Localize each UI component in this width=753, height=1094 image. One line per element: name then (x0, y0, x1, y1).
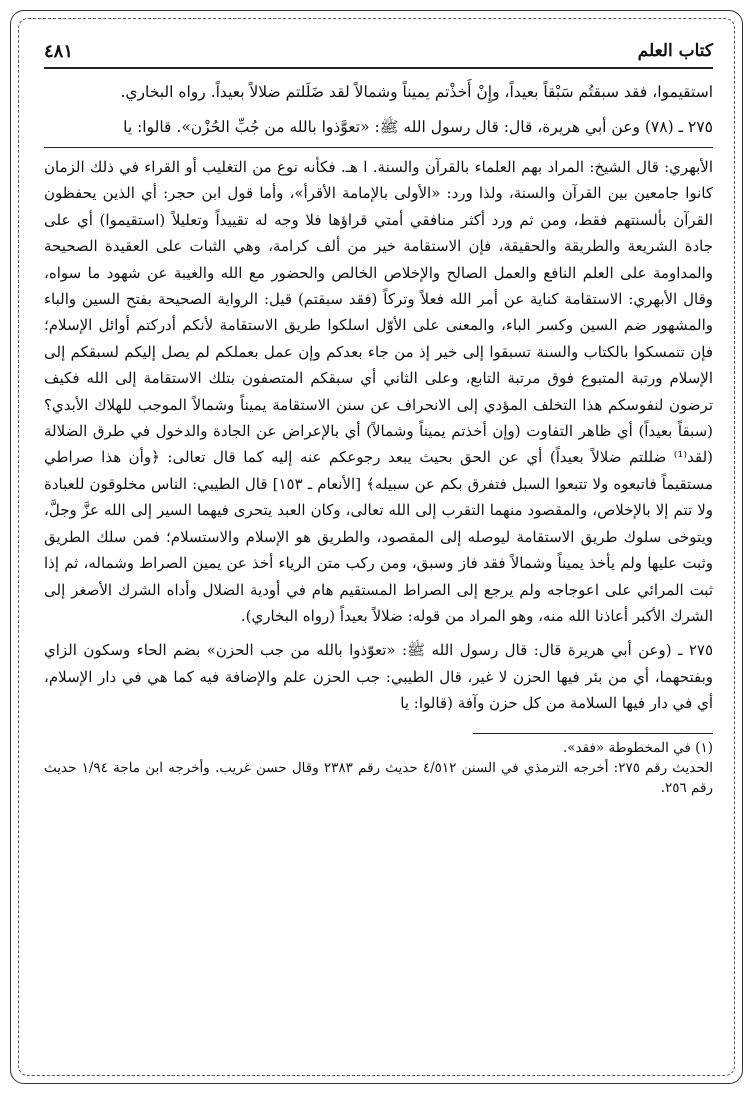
page-number: ٤٨١ (44, 41, 74, 62)
commentary-paragraph-2: ٢٧٥ ـ (وعن أبي هريرة قال: قال رسول الله ﷺ: «تعوّذوا بالله من جب الحزن» بضم الحاء وسكون الزاي وبفتحهما، أي من بئر فيها الحزن لا غير، قال الطيبي: جب الحزن علم والإضافة فيه كما هي في دار الإسلام، أي في دار فيها السلامة من كل حزن وآفة (قالوا: يا (44, 641, 713, 713)
footnote-rule (473, 733, 713, 734)
page-header (44, 38, 713, 69)
main-text (44, 79, 713, 141)
commentary-separator (44, 147, 713, 148)
footnote-1: (١) في المخطوطة «فقد». (563, 739, 713, 756)
commentary-paragraph-1: الأبهري: قال الشيخ: المراد بهم العلماء بالقرآن والسنة. ا هـ. فكأنه نوع من التغليب أو القراء في ذلك الزمان كانوا جامعين بين القرآن والسنة، ولذا ورد: «الأولى بالإمامة الأقرأ»، وأما قول ابن حجر: أي الذين يحفظون القرآن بألسنتهم فقط، ومن ثم ورد أكثر منافقي أمتي قراؤها فلا وجه له تقييداً وتعليلاً (استقيموا) أي على جادة الشريعة والطريقة والحقيقة، فإن الاستقامة خير من ألف كرامة، وهي الثبات على العقيدة الصحيحة والمداومة على العلم النافع والعمل الصالح والإخلاص الخالص والحضور مع الله والغيبة عن شهود ما سواه، وقال الأبهري: الاستقامة كناية عن أمر الله فعلاً وتركاً (فقد سبقتم) قيل: الرواية الصحيحة بفتح السين والباء والمشهور ضم السين وكسر الباء، والمعنى على الأوّل اسلكوا طريق الاستقامة لأنكم أدركتم أوائل الإسلام؛ فإن تتمسكوا بالكتاب والسنة تسبقوا إلى خير إذ من جاء بعدكم وإن عمل بعملكم لم يصل إليكم لسبقكم إلى الإسلام ورتبة المتبوع فوق مرتبة التابع، وعلى الثاني أي سبقكم المتصفون بتلك الاستقامة إلى الله فكيف ترضون لنفوسكم هذا التخلف المؤدي إلى الانحراف عن سنن الاستقامة يميناً وشمالاً الموجب للهلاك الأبدي؟ (سبقاً بعيداً) أي ظاهر التفاوت (وإن أخذتم يميناً وشمالاً) أي بالإعراض عن الجادة والدخول في طرق الضلالة (لقد⁽¹⁾ ضللتم ضلالاً بعيداً) أي عن الحق بحيث يبعد رجوعكم عنه إليه كما قال تعالى: ﴿وأن هذا صراطي مستقيماً فاتبعوه ولا تتبعوا السبل فتفرق بكم عن سبيله﴾ [الأنعام ـ ١٥٣] قال الطيبي: الناس مخلوقون للعبادة ولا تتم إلا بالإخلاص، والمقصود منهما التقرب إلى الله تعالى، وكان العبد يتحرى فيهما السير إلى الله عزَّ وجلَّ، ويتوخى سلوك طريق الاستقامة ليوصله إلى المقصود، والطريق هو الإسلام والاستسلام؛ فمن سلك الطريق وثبت عليها ولم يأخذ يميناً وشمالاً فقد فاز وسبق، ومن ركب متن الرياء أخذ عن يمين الصراط وشماله، ثم إذا ثبت المرائي على اعوجاجه ولم يرجع إلى الصراط المستقيم هام في أودية الضلال وأداه الشرك الأصغر إلى الشرك الأكبر أعاذنا الله منه، وهو المراد من قوله: ضلالاً بعيداً (رواه البخاري). (44, 158, 713, 625)
book-title: كتاب العلم (637, 41, 713, 61)
footnotes (44, 738, 713, 798)
hadith-275: ٢٧٥ ـ (٧٨) وعن أبي هريرة، قال: قال رسول الله ﷺ: «تعوَّذوا بالله من جُبِّ الحُزْن». قالوا: يا (123, 118, 713, 136)
page-content (44, 38, 713, 1080)
hadith-continuation: استقيموا، فقد سبقتُم سَبْقاً بعيداً، وإِنْ أَخذْتم يميناً وشمالاً لقد ضَلَلتم ضلالاً بعيداً. رواه البخاري. (120, 83, 713, 101)
footnote-hadith-source: الحديث رقم ٢٧٥: أخرجه الترمذي في السنن ٤/٥١٢ حديث رقم ٢٣٨٣ وقال حسن غريب. وأخرجه ابن ماجة ١/٩٤ حديث رقم ٢٥٦. (44, 759, 713, 796)
commentary (44, 154, 713, 717)
